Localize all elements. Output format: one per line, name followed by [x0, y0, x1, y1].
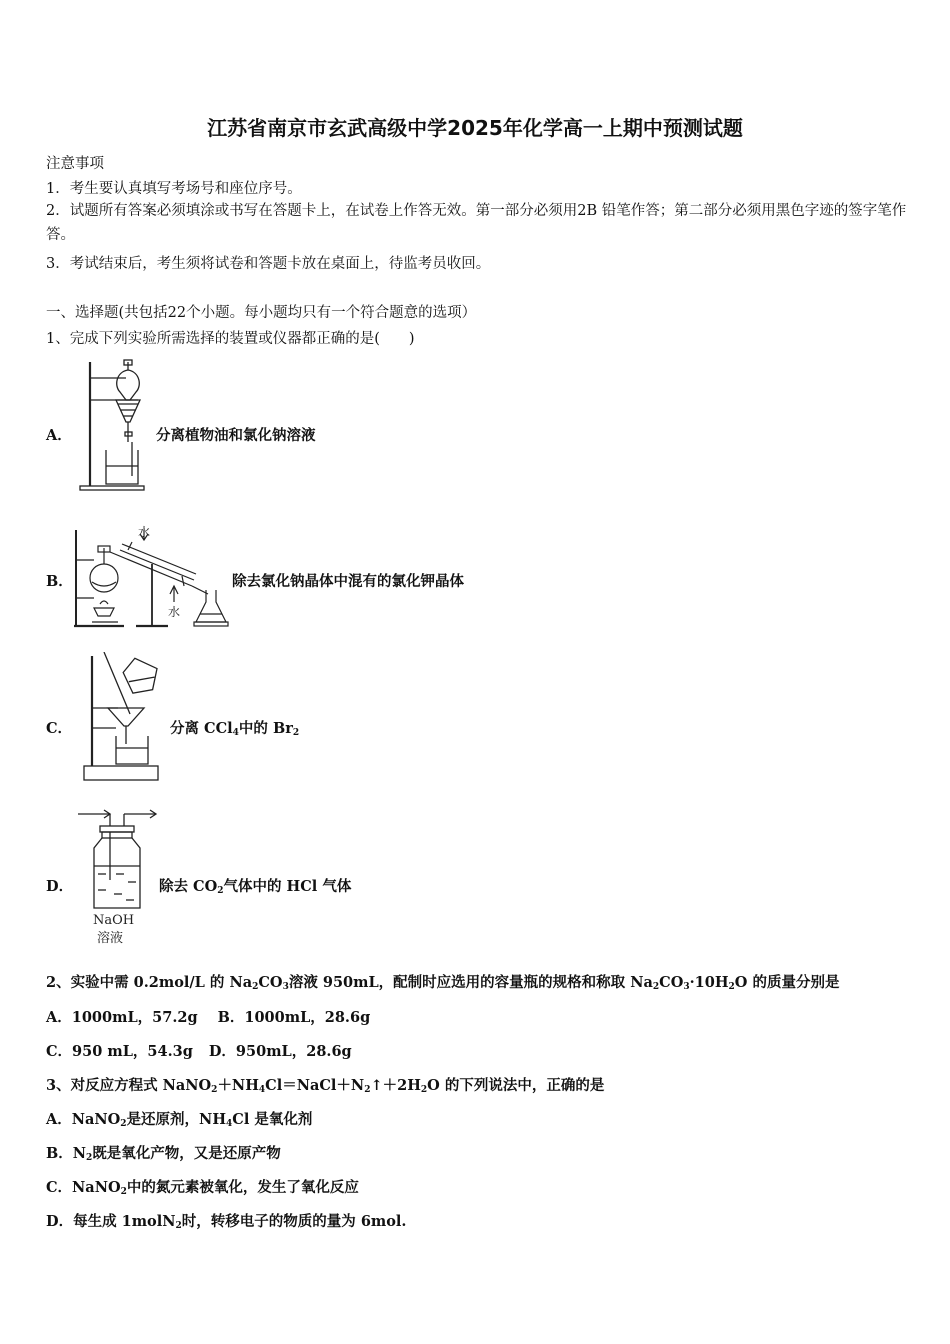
q1-option-b-text: 除去氯化钠晶体中混有的氯化钾晶体	[232, 573, 464, 590]
notice-item-1: 1．考生要认真填写考场号和座位序号。	[46, 181, 302, 197]
q3-option-c: C．NaNO$_2$中的氮元素被氧化，发生了氧化反应	[46, 1179, 359, 1197]
q2-stem: 2、实验中需 0.2mol/L 的 $Na_2CO_3$溶液 950mL，配制时应选用的容量瓶的规格和称取 $Na_2CO_3\cdot 10H_2O$ 的质量分别是	[46, 974, 840, 992]
notice-heading: 注意事项	[46, 156, 104, 172]
gas-washing-bottle	[76, 808, 158, 948]
notice-item-2: 2．试题所有答案必须填涂或书写在答题卡上，在试卷上作答无效。第一部分必须用2B 铅笔作答；第二部分必须用黑色字迹的签字笔作答。	[46, 203, 907, 243]
q1-option-d-letter: D．	[46, 878, 74, 895]
q2-option-a: A．1000mL，57.2g	[46, 1009, 198, 1026]
q3-option-d: D．每生成 1molN$_2$时，转移电子的物质的量为 6mol.	[46, 1213, 407, 1231]
q1-option-c-letter: C．	[46, 720, 73, 737]
q1-option-c-text: 分离 CCl$_4$中的 $Br_2$	[170, 720, 300, 738]
q2-option-c: C．950 mL，54.3g	[46, 1043, 193, 1060]
solution-label: 溶液	[97, 931, 124, 946]
section-heading: 一、选择题(共包括22个小题。每小题均只有一个符合题意的选项）	[46, 305, 477, 321]
q3-stem: 3、对反应方程式 $NaNO_2+NH_4Cl=NaCl+N_2↑+2H_2O$ 的下列说法中，正确的是	[46, 1077, 605, 1095]
q3-option-a: A．NaNO$_2$是还原剂，$NH_4Cl$ 是氧化剂	[46, 1111, 313, 1129]
q3-option-b: B．$N_2$既是氧化产物，又是还原产物	[46, 1145, 281, 1163]
q1-option-b-letter: B．	[46, 573, 73, 590]
q2-options-row-1	[46, 1006, 370, 1027]
q2-option-d: D．950mL，28.6g	[208, 1043, 352, 1060]
filtration-apparatus	[78, 652, 164, 784]
page-title: 江苏省南京市玄武高级中学2025年化学高一上期中预测试题	[207, 116, 743, 140]
q1-option-d-text: 除去 $CO_2$气体中的 HCl 气体	[159, 878, 352, 896]
q1-stem: 1、完成下列实验所需选择的装置或仪器都正确的是( )	[46, 331, 415, 347]
notice-item-3: 3．考试结束后，考生须将试卷和答题卡放在桌面上，待监考员收回。	[46, 256, 491, 272]
separatory-funnel-apparatus	[76, 358, 154, 492]
water-label-bottom: 水	[168, 605, 181, 619]
q1-option-a-letter: A．	[46, 427, 72, 444]
naoh-label: NaOH	[93, 913, 135, 928]
q2-option-b: B．1000mL，28.6g	[217, 1009, 371, 1026]
q2-options-row-2	[46, 1040, 352, 1061]
q1-option-a-text: 分离植物油和氯化钠溶液	[156, 427, 316, 444]
water-label-top: 水	[138, 525, 151, 539]
distillation-apparatus	[72, 520, 232, 632]
